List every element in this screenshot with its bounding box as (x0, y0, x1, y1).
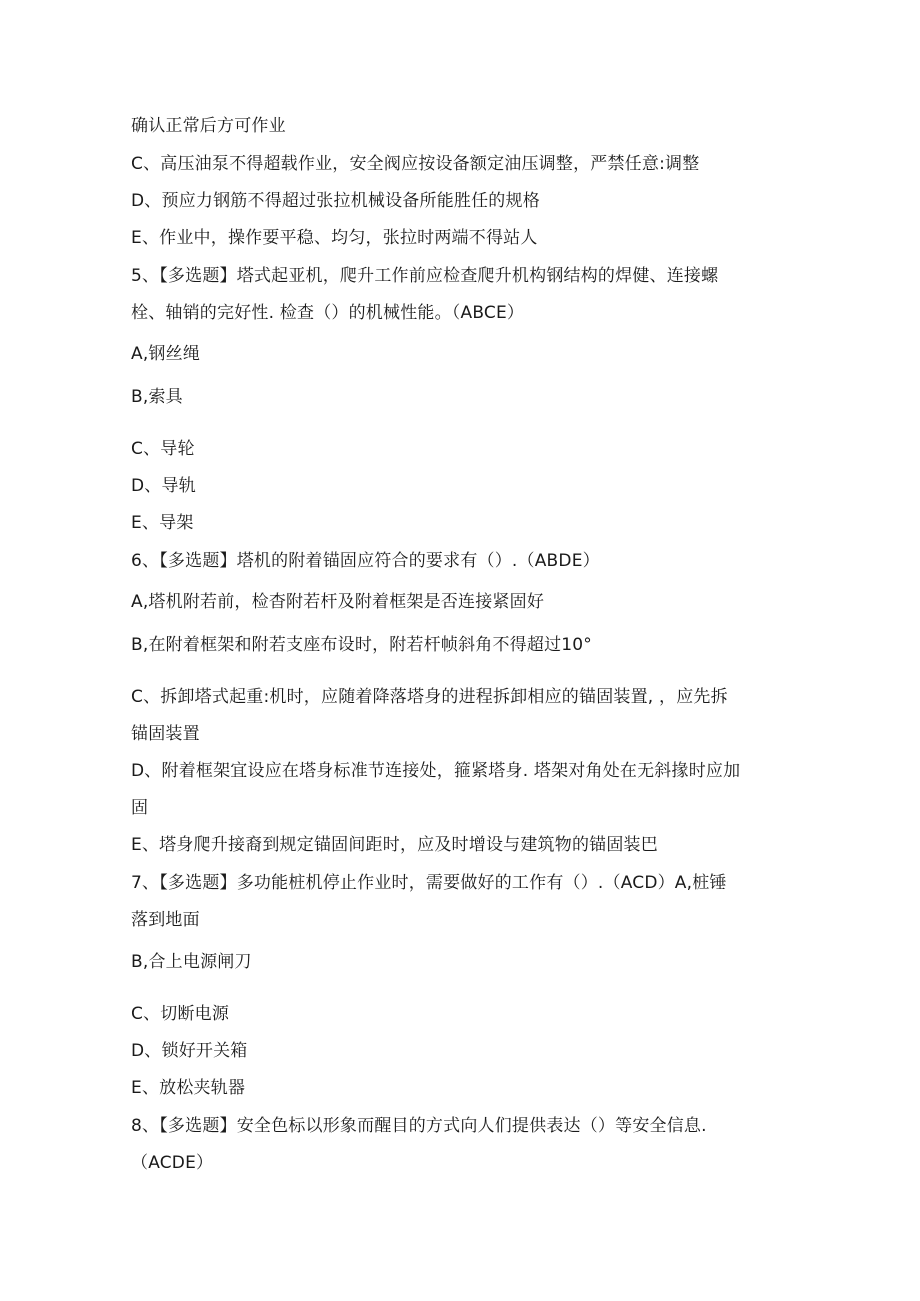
question-8-title: 8、【多选题】安全色标以形象而醒目的方式向人们提供表达（）等安全信息. (131, 1116, 707, 1136)
text-line: （ACDE） (131, 1153, 214, 1173)
option-line: C、导轮 (131, 439, 195, 459)
option-line: B,合上电源闸刀 (131, 952, 252, 972)
option-line: B,索具 (131, 387, 183, 407)
text-line: D、预应力钢筋不得超过张拉机械设备所能胜任的规格 (131, 191, 540, 211)
option-line: E、塔身爬升接裔到规定锚固间距时，应及时增设与建筑物的锚固装巴 (131, 835, 658, 855)
option-line: E、导架 (131, 513, 194, 533)
option-line: D、锁好开关箱 (131, 1041, 248, 1061)
option-line: D、导轨 (131, 476, 196, 496)
text-line: E、作业中，操作要平稳、均匀，张拉时两端不得站人 (131, 228, 538, 248)
text-line: 落到地面 (131, 910, 200, 930)
question-5-title: 5、【多选题】塔式起亚机，爬升工作前应检查爬升机构钢结构的焊健、连接螺 (131, 266, 719, 286)
text-line: 栓、轴销的完好性. 检查（）的机械性能。（ABCE） (131, 303, 525, 323)
text-line: 锚固装置 (131, 724, 200, 744)
text-line: C、高压油泵不得超载作业，安全阀应按设备额定油压调整，严禁任意:调整 (131, 154, 700, 174)
option-line: E、放松夹轨器 (131, 1078, 246, 1098)
option-line: B,在附着框架和附若支座布设时，附若杆帧斜角不得超过10° (131, 635, 592, 655)
option-line: C、切断电源 (131, 1004, 230, 1024)
text-line: 确认正常后方可作业 (131, 116, 286, 136)
question-6-title: 6、【多选题】塔机的附着锚固应符合的要求有（）.（ABDE） (131, 551, 600, 571)
option-line: D、附着框架宜设应在塔身标准节连接处，箍紧塔身. 塔架对角处在无斜掾时应加 (131, 761, 741, 781)
option-line: A,塔机附若前，检杳附若杆及附着框架是否连接紧固好 (131, 592, 545, 612)
text-line: 固 (131, 798, 149, 818)
option-line: C、拆卸塔式起重:机时，应随着降落塔身的进程拆卸相应的锚固装置, ，应先拆 (131, 687, 728, 707)
question-7-title: 7、【多选题】多功能桩机停止作业时，需要做好的工作有（）.（ACD）A,桩锤 (131, 873, 727, 893)
option-line: A,钢丝绳 (131, 344, 201, 364)
